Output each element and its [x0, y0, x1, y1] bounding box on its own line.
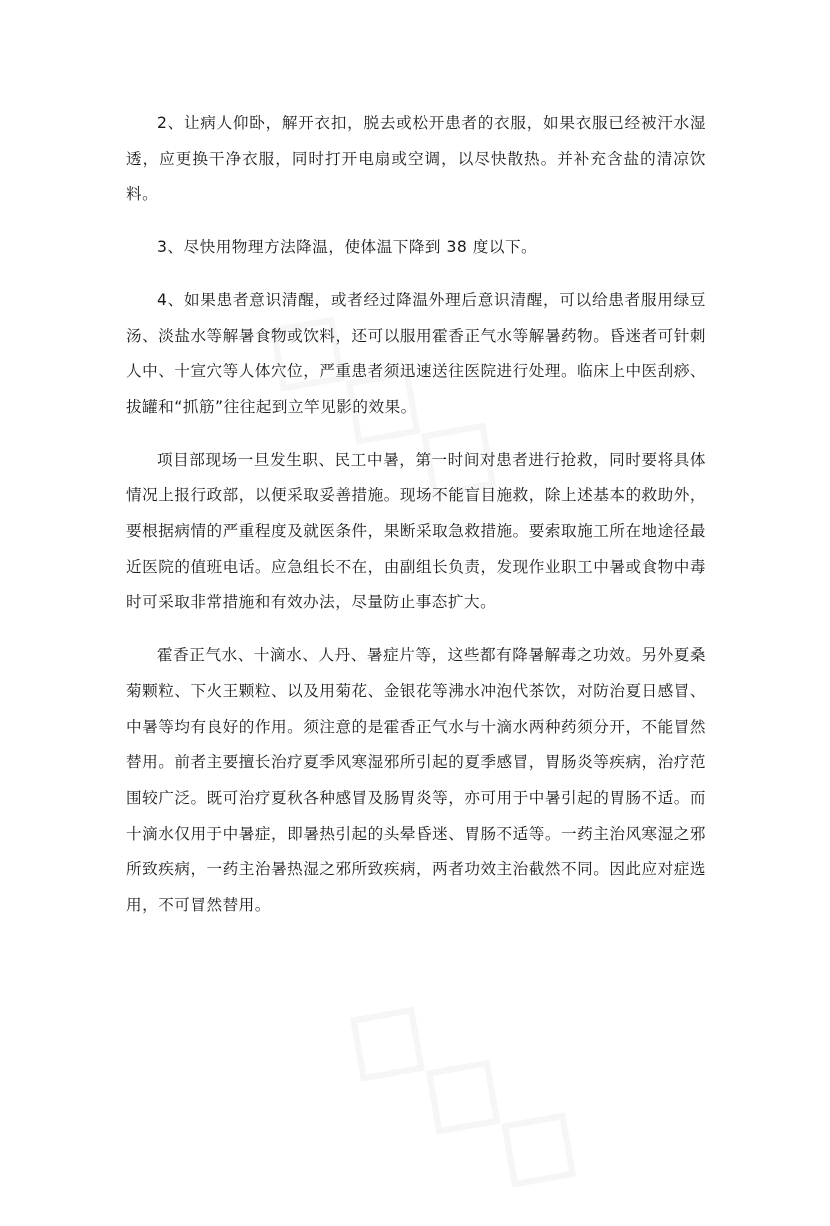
paragraph-medicine-notes: 霍香正气水、十滴水、人丹、暑症片等，这些都有降暑解毒之功效。另外夏桑菊颗粒、下火王颗粒、以及用菊花、金银花等沸水冲泡代茶饮，对防治夏日感冒、中暑等均有良好的作用。须注意的是霍香正气水与十滴水两种药须分开，不能冒然替用。前者主要擅长治疗夏季风寒湿邪所引起的夏季感冒，胃肠炎等疾病，治疗范围较广泛。既可治疗夏秋各种感冒及肠胃炎等，亦可用于中暑引起的胃肠不适。而十滴水仅用于中暑症，即暑热引起的头晕昏迷、胃肠不适等。一药主治风寒湿之邪所致疾病，一药主治暑热湿之邪所致疾病，两者功效主治截然不同。因此应对症选用，不可冒然替用。 — [126, 646, 706, 915]
paragraph-step-3: 3、尽快用物理方法降温，使体温下降到 38 度以下。 — [157, 238, 538, 257]
watermark — [315, 953, 622, 1226]
paragraph-step-4: 4、如果患者意识清醒，或者经过降温外理后意识清醒，可以给患者服用绿豆汤、淡盐水等解暑食物或饮料，还可以服用霍香正气水等解暑药物。昏迷者可针刺人中、十宣穴等人体穴位，严重患者须迅速送往医院进行处理。临床上中医刮痧、拔罐和“抓筋”往往起到立竿见影的效果。 — [126, 290, 706, 416]
paragraph-site-procedure: 项目部现场一旦发生职、民工中暑，第一时间对患者进行抢救，同时要将具体情况上报行政部，以便采取妥善措施。现场不能盲目施救，除上述基本的救助外，要根据病情的严重程度及就医条件，果断采取急救措施。要索取施工所在地途径最近医院的值班电话。应急组长不在，由副组长负责，发现作业职工中暑或食物中毒时可采取非常措施和有效办法，尽量防止事态扩大。 — [126, 450, 706, 612]
paragraph-step-2: 2、让病人仰卧，解开衣扣，脱去或松开患者的衣服，如果衣服已经被汗水湿透，应更换干净衣服，同时打开电扇或空调，以尽快散热。并补充含盐的清凉饮料。 — [126, 114, 706, 204]
document-body — [126, 106, 706, 941]
